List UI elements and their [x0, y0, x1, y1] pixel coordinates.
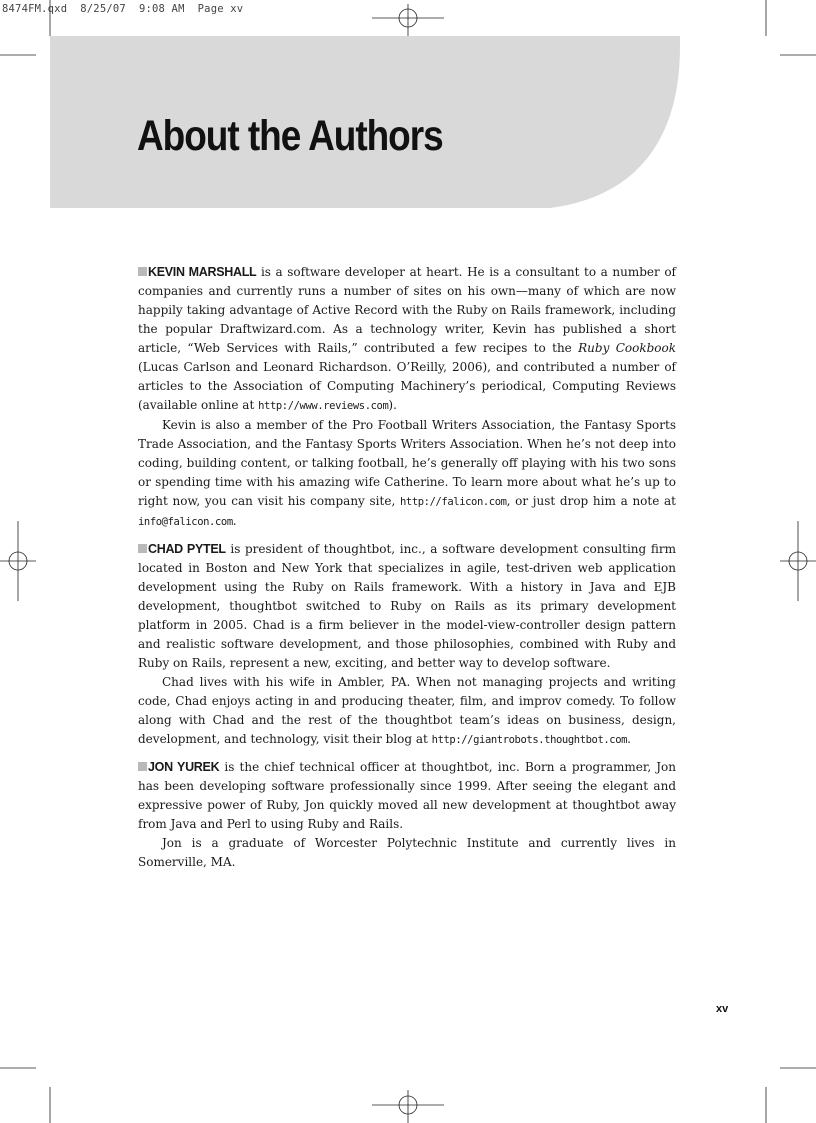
bio-text: is a software developer at heart. He is a consultant to a number of companies and currently runs a number of sites on his own—many of which are now happily taking advantage of Active Record with the Ruby on Rails framework, including the popular Draftwizard.com. As a technology writer, Kevin has published a short article, “Web Services with Rails,” contributed a few recipes to the [138, 265, 676, 355]
bio-text: Chad lives with his wife in Ambler, PA. When not managing projects and writing code, Chad enjoys acting in and producing theater, film, and improv comedy. To follow along with Chad and the rest of the thoughtbot team’s ideas on business, design, development, and technology, visit their blog at [138, 675, 676, 746]
author-bio-paragraph [138, 416, 676, 532]
author-bio-paragraph: Jon is a graduate of Worcester Polytechnic Institute and currently lives in Somerville, MA. [138, 836, 676, 869]
bio-text: . [627, 732, 631, 746]
registration-mark-right [780, 521, 816, 601]
email-link[interactable]: info@falicon.com [138, 516, 233, 528]
author-bio-paragraph [138, 263, 676, 416]
author-name: JON YUREK [148, 760, 220, 774]
author-name: KEVIN MARSHALL [148, 265, 257, 279]
bio-text: (Lucas Carlson and Leonard Richardson. O’Reilly, 2006), and contributed a number of articles to the Association of Computing Machinery’s periodical, Computing Reviews (available online at [138, 360, 676, 412]
print-slug: 8474FM.qxd 8/25/07 9:08 AM Page xv [2, 3, 244, 15]
registration-mark-top [372, 4, 444, 36]
book-title: Ruby Cookbook [578, 341, 677, 355]
bio-text: is the chief technical officer at thoughtbot, inc. Born a programmer, Jon has been developing software professionally since 1999. After seeing the elegant and expressive power of Ruby, Jon quickly moved all new development at thoughtbot away from Java and Perl to using Ruby and Rails. [138, 760, 677, 831]
author-bio-chad-pytel [138, 540, 676, 750]
author-bio-paragraph [138, 540, 676, 673]
authors-content [138, 263, 676, 880]
author-name: CHAD PYTEL [148, 542, 226, 556]
page-number: xv [716, 1003, 729, 1015]
bio-text: . [232, 514, 237, 528]
author-bio-paragraph [138, 758, 676, 834]
name-marker-icon [138, 544, 147, 553]
bio-text: ). [388, 398, 397, 412]
bio-text: , or just drop him a note at [506, 494, 677, 508]
url-falicon-link[interactable]: http://falicon.com [399, 496, 507, 508]
author-bio-paragraph [138, 673, 676, 750]
name-marker-icon [138, 762, 147, 771]
author-bio-kevin-marshall [138, 263, 676, 532]
chapter-title: About the Authors [137, 112, 443, 160]
url-giantrobots-link[interactable]: http://giantrobots.thoughtbot.com [431, 734, 628, 746]
author-bio-jon-yurek [138, 758, 676, 872]
bio-text: Kevin is also a member of the Pro Football Writers Association, the Fantasy Sports Trade Association, and the Fantasy Sports Writers Association. When he’s not deep into coding, building content, or talking football, he’s generally off playing with his two sons or spending time with his amazing wife Catherine. To learn more about what he’s up to right now, you can visit his company site, [138, 418, 676, 508]
bio-text: is president of thoughtbot, inc., a software development consulting firm located in Boston and New York that specializes in agile, test-driven web application development using the Ruby on Rails framework. With a history in Java and EJB development, thoughtbot switched to Ruby on Rails as its primary development platform in 2005. Chad is a firm believer in the model-view-controller design pattern and realistic software development, and those philosophies, combined with Ruby and Ruby on Rails, represent a new, exciting, and better way to develop software. [138, 542, 676, 670]
name-marker-icon [138, 267, 147, 276]
registration-mark-bottom [372, 1090, 444, 1123]
url-reviews-link[interactable]: http://www.reviews.com [258, 400, 389, 412]
registration-mark-left [0, 521, 36, 601]
